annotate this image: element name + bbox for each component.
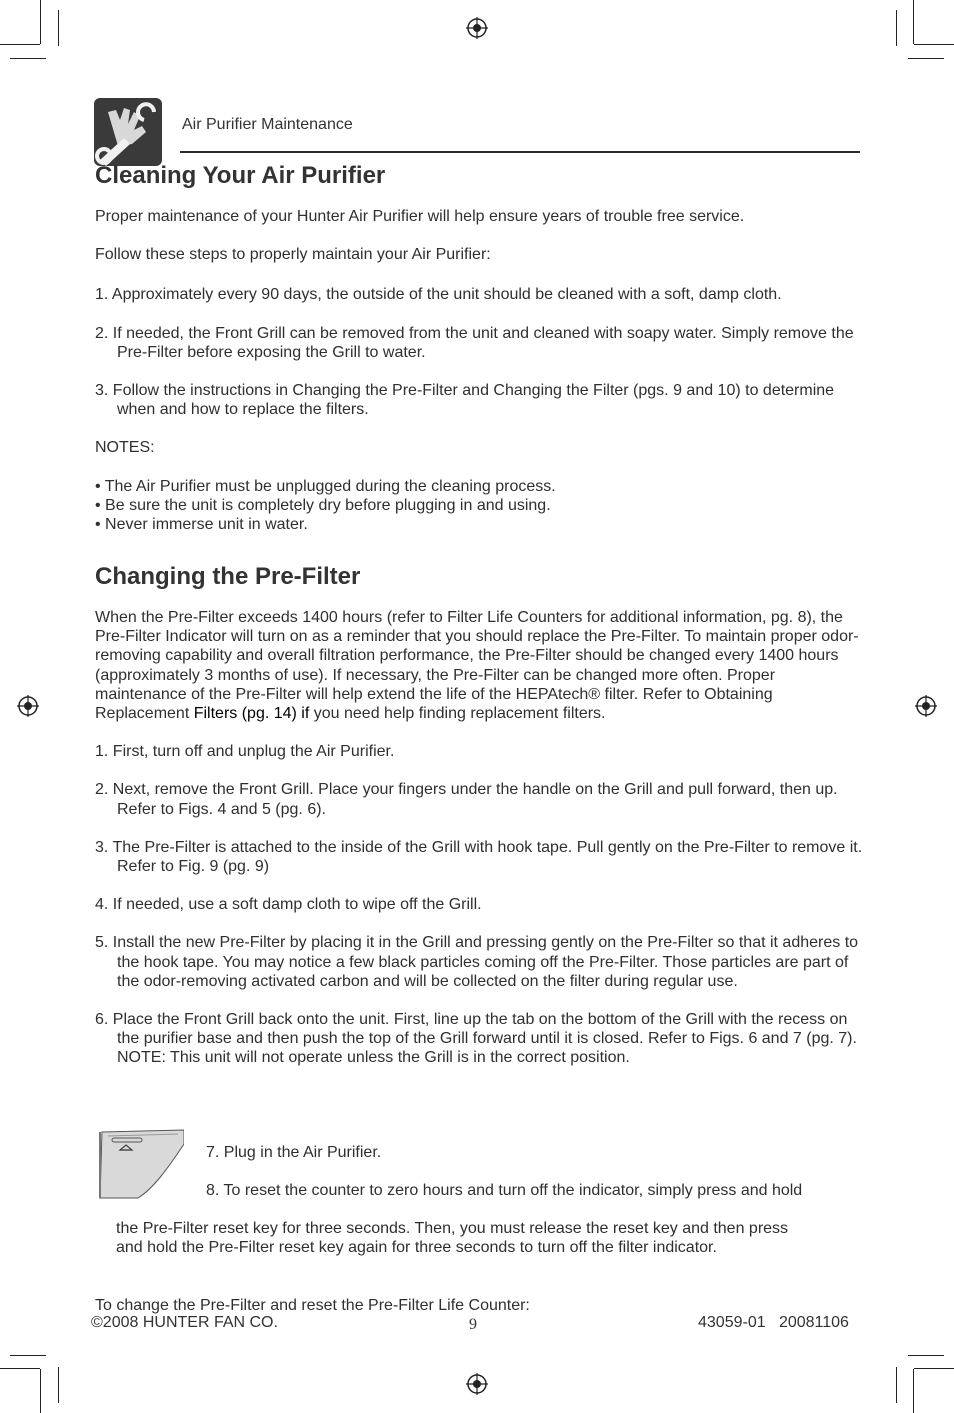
header-rule: [180, 151, 860, 153]
note-item: • Be sure the unit is completely dry before plugging in and using.: [95, 496, 551, 514]
note-item: • Never immerse unit in water.: [95, 516, 308, 534]
prefilter-step-8: 8. To reset the counter to zero hours and turn off the indicator, simply press and hold: [206, 1182, 803, 1199]
prefilter-step: 6. Place the Front Grill back onto the unit. First, line up the tab on the bottom of the Grill with the recess on the purifier base and then push the top of the Grill forward until it is closed. Refer to Figs. 6 and 7 (pg. 7). NOTE: This unit will not operate unless the Grill is in the correct position.: [95, 1011, 857, 1067]
crop-mark: [896, 10, 897, 46]
prefilter-intro-text: When the Pre-Filter exceeds 1400 hours (refer to Filter Life Counters for additional information, pg. 8), the Pre-Filter Indicator will turn on as a reminder that you should replace the Pre-Filter. To maintain proper odor-removing capability and overall filtration performance, the Pre-Filter should be changed every 1400 hours (approximately 3 months of use). If necessary, the Pre-Filter can be changed more often. Proper maintenance of the Pre-Filter will help extend the life of the HEPAtech® filter. Refer to Obtaining Replacement: [95, 609, 859, 723]
note-item: • The Air Purifier must be unplugged during the cleaning process.: [95, 477, 556, 495]
cleaning-title: Cleaning Your Air Purifier: [95, 162, 386, 189]
crop-mark: [0, 1368, 40, 1369]
prefilter-step: 1. First, turn off and unplug the Air Purifier.: [95, 743, 395, 761]
cleaning-intro: Proper maintenance of your Hunter Air Purifier will help ensure years of trouble free service.: [95, 208, 745, 225]
crop-mark: [908, 58, 944, 59]
crop-mark: [10, 1355, 46, 1356]
prefilter-closing: To change the Pre-Filter and reset the Pre-Filter Life Counter:: [95, 1297, 530, 1314]
replacement-filters-link[interactable]: Filters (pg. 14) if: [193, 705, 310, 723]
grill-reset-key-illustration: [98, 1128, 184, 1200]
crop-mark: [58, 1367, 59, 1403]
registration-mark-icon: [17, 695, 39, 717]
crop-mark: [914, 44, 954, 45]
prefilter-step: 4. If needed, use a soft damp cloth to wipe off the Grill.: [95, 896, 482, 914]
cleaning-lead: Follow these steps to properly maintain your Air Purifier:: [95, 246, 491, 264]
wrench-glove-icon: [94, 98, 162, 166]
notes-label: NOTES:: [95, 439, 155, 457]
registration-mark-icon: [915, 695, 937, 717]
crop-mark: [913, 0, 914, 44]
registration-mark-icon: [466, 1373, 488, 1395]
prefilter-step: 2. Next, remove the Front Grill. Place your fingers under the handle on the Grill and pull forward, then up. Refer to Figs. 4 and 5 (pg. 6).: [95, 781, 838, 818]
prefilter-step-7: 7. Plug in the Air Purifier.: [206, 1144, 382, 1161]
crop-mark: [914, 1368, 954, 1369]
section-header: Air Purifier Maintenance: [182, 116, 353, 133]
cleaning-step: 3. Follow the instructions in Changing the Pre-Filter and Changing the Filter (pgs. 9 and 10) to determine when and how to replace the filters.: [95, 382, 835, 419]
crop-mark: [896, 1367, 897, 1403]
prefilter-intro-text: you need help finding replacement filters.: [309, 705, 606, 723]
page-number: 9: [469, 1316, 477, 1333]
crop-mark: [10, 58, 46, 59]
crop-mark: [908, 1355, 944, 1356]
registration-mark-icon: [466, 17, 488, 39]
document-code: 43059-01 20081106: [698, 1314, 849, 1331]
prefilter-step: 5. Install the new Pre-Filter by placing it in the Grill and pressing gently on the Pre-Filter so that it adheres to the hook tape. You may notice a few black particles coming off the Pre-Filter. Those particles are part of the odor-removing activated carbon and will be collected on the filter during regular use.: [95, 934, 859, 990]
prefilter-intro: [95, 608, 865, 723]
prefilter-step: 3. The Pre-Filter is attached to the inside of the Grill with hook tape. Pull gently on the Pre-Filter to remove it. Refer to Fig. 9 (pg. 9): [95, 838, 863, 876]
crop-mark: [40, 1369, 41, 1413]
crop-mark: [0, 44, 40, 45]
prefilter-step-8-continued: the Pre-Filter reset key for three seconds. Then, you must release the reset key and then press and hold the Pre-Filter reset key again for three seconds to turn off the filter indicator.: [116, 1220, 789, 1257]
crop-mark: [40, 0, 41, 44]
crop-mark: [913, 1369, 914, 1413]
crop-mark: [58, 10, 59, 46]
cleaning-step: 2. If needed, the Front Grill can be removed from the unit and cleaned with soapy water. Simply remove the Pre-Filter before exposing the Grill to water.: [95, 324, 854, 361]
prefilter-title: Changing the Pre-Filter: [95, 563, 361, 590]
copyright: ©2008 HUNTER FAN CO.: [91, 1314, 278, 1331]
cleaning-step: 1. Approximately every 90 days, the outside of the unit should be cleaned with a soft, damp cloth.: [95, 286, 782, 304]
